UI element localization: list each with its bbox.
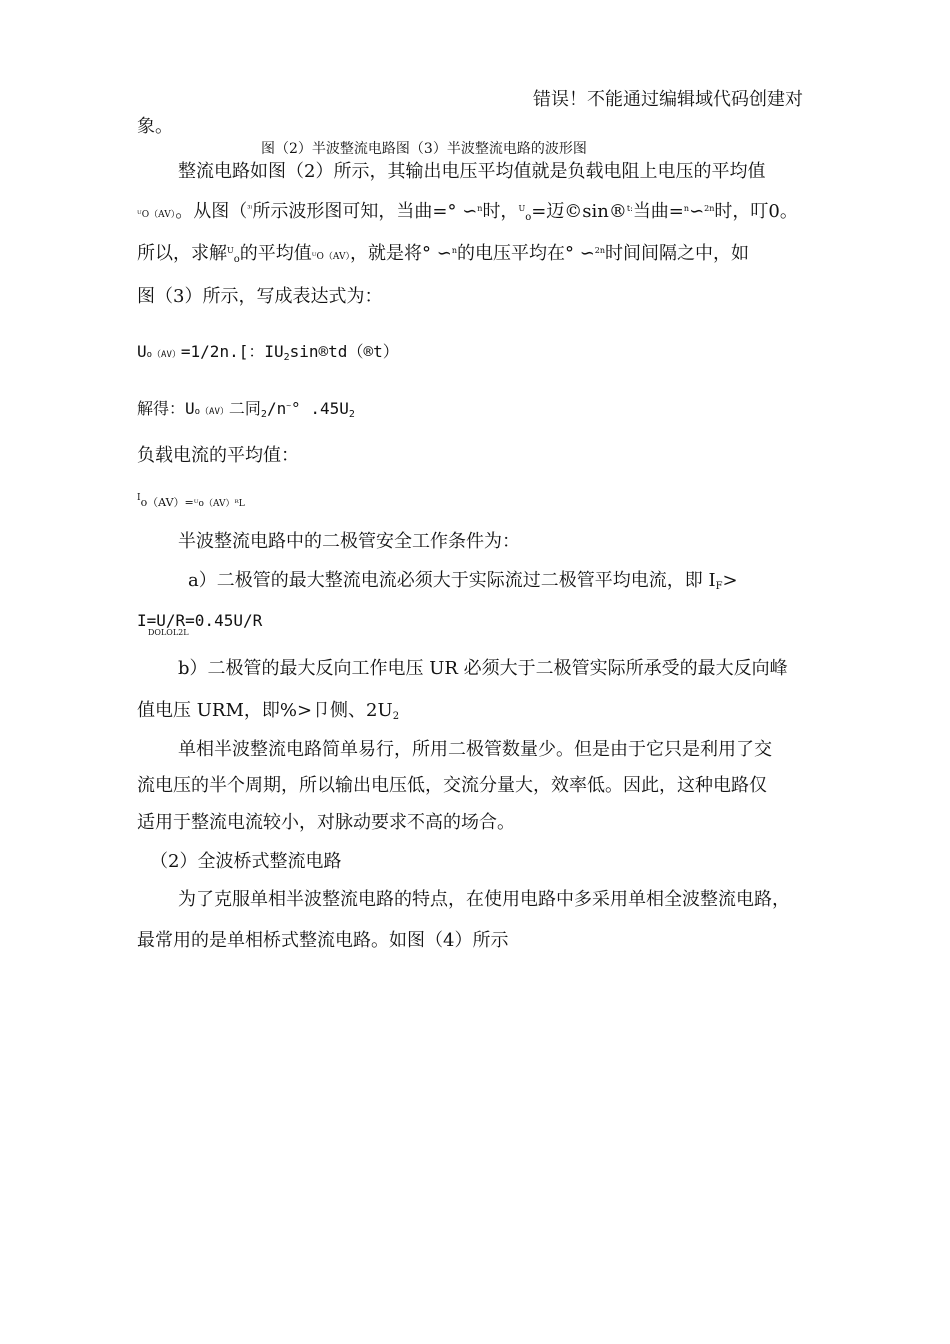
formula-fragment: 二同 — [228, 399, 261, 418]
paragraph-line: 适用于整流电流较小，对脉动要求不高的场合。 — [137, 812, 515, 833]
formula-fragment: U — [227, 246, 234, 255]
formula-fragment: 2n — [704, 204, 715, 213]
paragraph-line: 负载电流的平均值： — [137, 445, 299, 466]
paragraph-line: 图（3）所示，写成表达式为： — [137, 286, 383, 307]
formula-fragment: 2 — [392, 711, 400, 722]
formula-fragment: n — [451, 246, 457, 255]
formula-fragment: /n — [266, 399, 287, 418]
paragraph-line: 流电压的半个周期，所以输出电压低，交流分量大，效率低。因此，这种电路仅 — [137, 775, 767, 796]
formula-fragment: 2 — [260, 409, 267, 420]
formula-fragment: I — [137, 493, 141, 503]
formula-fragment: t: — [626, 204, 633, 213]
formula-fragment: ᴿL — [234, 499, 245, 509]
text-fragment: ，就是将° ∽ — [350, 243, 452, 264]
condition-b-continued — [137, 699, 399, 726]
formula-fragment: ᵁO（AV） — [311, 252, 350, 262]
text-fragment: 的电压平均在° ∽ — [456, 243, 595, 264]
condition-a — [188, 569, 738, 596]
figure-caption: 图（2）半波整流电路图（3）半波整流电路的波形图 — [261, 141, 587, 157]
paragraph-line: 最常用的是单相桥式整流电路。如图（4）所示 — [137, 930, 509, 951]
formula-fragment: ³⁾ — [247, 204, 253, 213]
text-fragment: 的平均值 — [239, 243, 312, 264]
paragraph-line: 单相半波整流电路简单易行，所用二极管数量少。但是由于它只是利用了交 — [178, 739, 772, 760]
formula-fragment: o（AV） — [146, 350, 181, 360]
condition-b: b）二极管的最大反向工作电压 UR 必须大于二极管实际所承受的最大反向峰 — [178, 658, 788, 679]
paragraph-line — [137, 200, 798, 227]
formula-fragment: F — [715, 581, 723, 592]
formula-fragment: U — [137, 342, 147, 361]
formula-subscripts: DOLOL2L — [148, 628, 189, 637]
text-fragment: =迈©sin® — [531, 201, 627, 222]
formula-fragment: 解得：U — [137, 399, 195, 418]
formula-fragment: n — [683, 204, 690, 213]
section-heading: （2）全波桥式整流电路 — [150, 851, 342, 872]
formula-fragment: =1/2n.[：IU — [180, 342, 284, 361]
formula-solution — [137, 397, 355, 424]
formula-fragment: o — [233, 254, 240, 265]
text-fragment: 时间间隔之中，如 — [605, 243, 750, 264]
text-fragment: 值电压 URM，即%>卩侧、2U — [137, 700, 393, 721]
formula-fragment: ~ — [286, 401, 292, 410]
text-fragment: ∽ — [689, 201, 705, 222]
formula-fragment: o（AV）= — [140, 496, 194, 509]
formula-current: I=U/R=0.45U/R — [137, 611, 263, 630]
text-fragment: > — [722, 570, 738, 591]
formula-fragment: 2n — [594, 246, 606, 255]
text-fragment: 所以，求解 — [137, 243, 227, 264]
paragraph-line: 半波整流电路中的二极管安全工作条件为： — [178, 531, 520, 552]
text-fragment: a）二极管的最大整流电流必须大于实际流过二极管平均电流，即 I — [188, 570, 716, 591]
formula-fragment: ᵁo（AV） — [193, 499, 235, 509]
formula-fragment: ᵁO（AV） — [137, 210, 176, 220]
error-message: 错误！不能通过编辑域代码创建对 — [533, 89, 803, 110]
formula-integral — [137, 340, 399, 367]
text-fragment: 。从图（ — [175, 201, 248, 222]
formula-fragment: U — [518, 204, 526, 213]
formula-fragment: 2 — [348, 409, 355, 420]
error-message-continued: 象。 — [137, 116, 173, 137]
formula-fragment: o — [525, 212, 532, 223]
text-fragment: 时， — [482, 201, 519, 222]
formula-fragment: ° .45U — [291, 399, 349, 418]
text-fragment: 当曲= — [632, 201, 684, 222]
formula-fragment: 2 — [283, 352, 290, 363]
formula-load-current — [137, 491, 245, 516]
text-fragment: 时，叮0。 — [714, 201, 798, 222]
paragraph-line: 为了克服单相半波整流电路的特点，在使用电路中多采用单相全波整流电路， — [178, 889, 790, 910]
formula-fragment: n — [477, 204, 483, 213]
text-fragment: 所示波形图可知，当曲=° ∽ — [252, 201, 478, 222]
paragraph-line — [137, 242, 749, 269]
formula-fragment: o（AV） — [194, 407, 229, 417]
formula-fragment: sin®td（®t） — [289, 342, 399, 361]
paragraph-line: 整流电路如图（2）所示，其输出电压平均值就是负载电阻上电压的平均值 — [178, 161, 766, 182]
